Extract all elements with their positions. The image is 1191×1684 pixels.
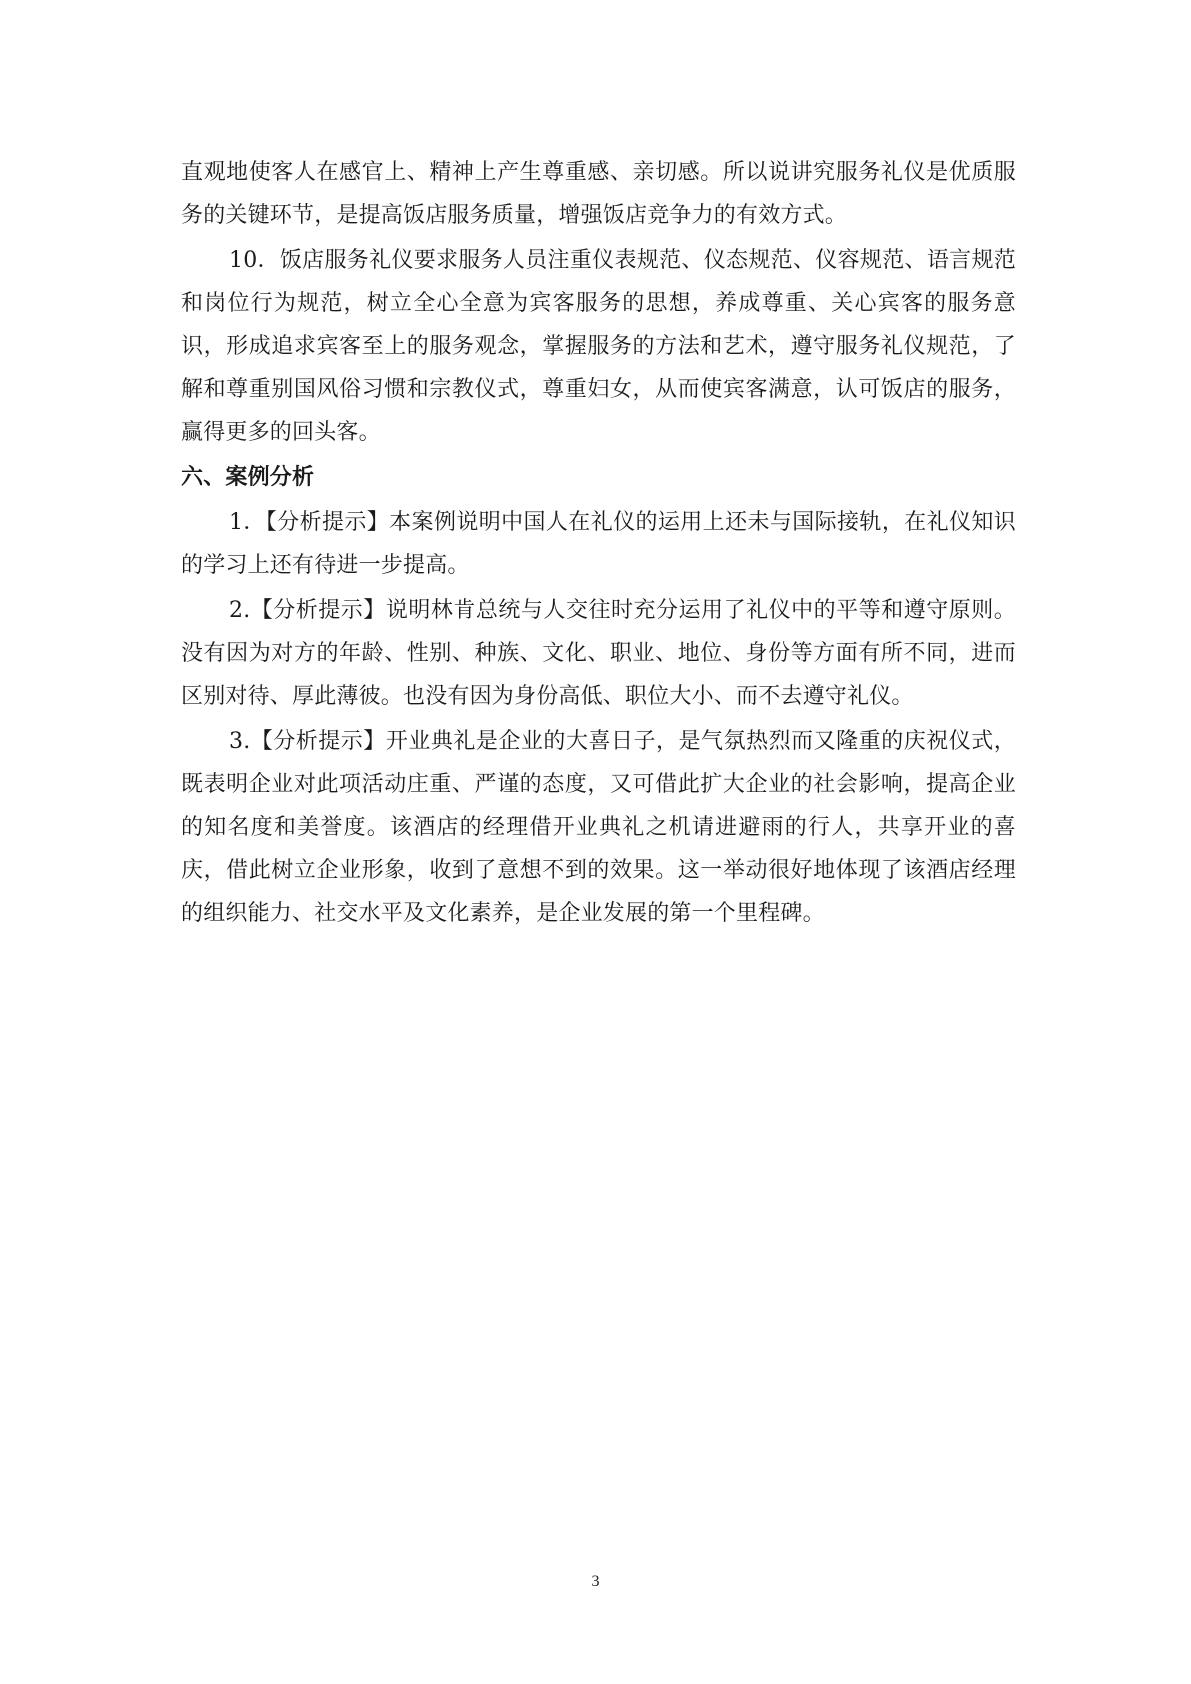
section-heading: 六、案例分析 xyxy=(181,464,315,490)
page-body xyxy=(181,151,1016,935)
case-analysis-item-2: 2.【分析提示】说明林肯总统与人交往时充分运用了礼仪中的平等和遵守原则。没有因为对方的年龄、性别、种族、文化、职业、地位、身份等方面有所不同，进而区别对待、厚此薄彼。也没有因为身份高低、职位大小、而不去遵守礼仪。 xyxy=(181,598,1016,709)
paragraph-continuation: 直观地使客人在感官上、精神上产生尊重感、亲切感。所以说讲究服务礼仪是优质服务的关键环节，是提高饭店服务质量，增强饭店竞争力的有效方式。 xyxy=(181,160,1016,228)
paragraph-item-10: 10．饭店服务礼仪要求服务人员注重仪表规范、仪态规范、仪容规范、语言规范和岗位行为规范，树立全心全意为宾客服务的思想，养成尊重、关心宾客的服务意识，形成追求宾客至上的服务观念，掌握服务的方法和艺术，遵守服务礼仪规范，了解和尊重别国风俗习惯和宗教仪式，尊重妇女，从而使宾客满意，认可饭店的服务，赢得更多的回头客。 xyxy=(181,248,1016,445)
page-number: 3 xyxy=(591,1573,600,1590)
case-analysis-item-1: 1．【分析提示】本案例说明中国人在礼仪的运用上还未与国际接轨，在礼仪知识的学习上还有待进一步提高。 xyxy=(181,510,1016,578)
case-analysis-item-3: 3.【分析提示】开业典礼是企业的大喜日子，是气氛热烈而又隆重的庆祝仪式，既表明企业对此项活动庄重、严谨的态度，又可借此扩大企业的社会影响，提高企业的知名度和美誉度。该酒店的经理借开业典礼之机请进避雨的行人，共享开业的喜庆，借此树立企业形象，收到了意想不到的效果。这一举动很好地体现了该酒店经理的组织能力、社交水平及文化素养，是企业发展的第一个里程碑。 xyxy=(181,729,1016,926)
